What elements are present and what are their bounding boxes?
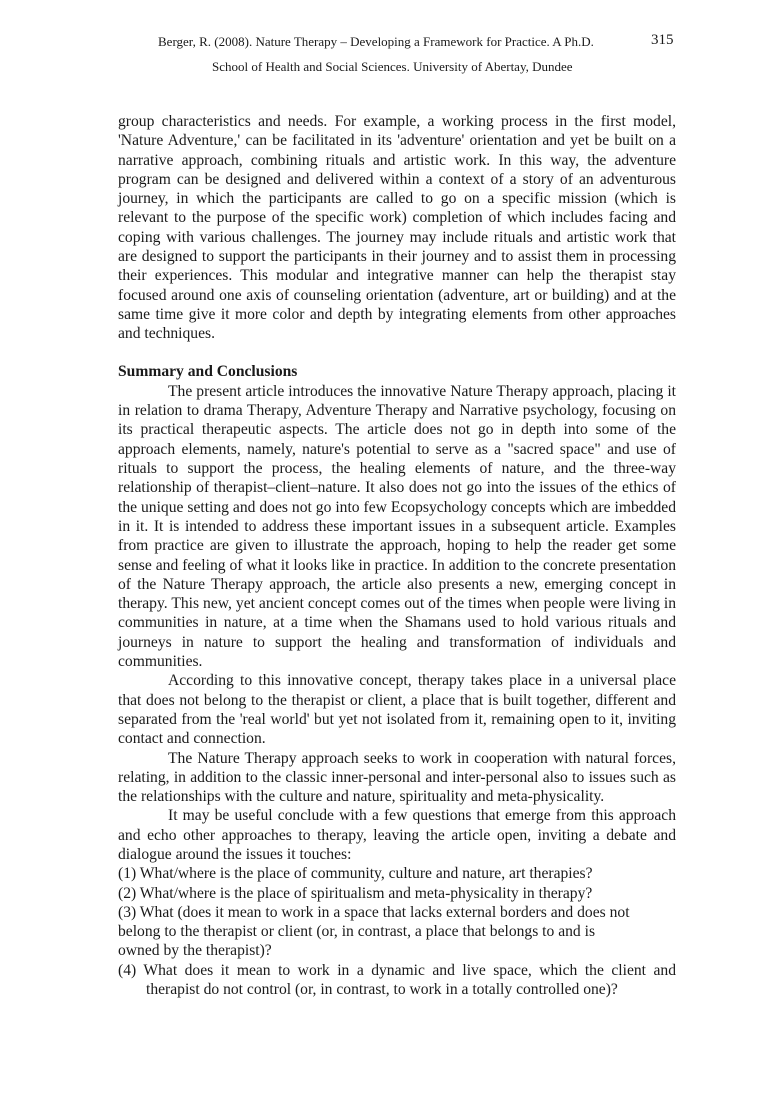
question-1: (1) What/where is the place of community, culture and nature, art therapies? [118, 865, 593, 883]
question-3-line-3: owned by the therapist)? [118, 942, 272, 960]
paragraph-summary-3: The Nature Therapy approach seeks to work in cooperation with natural forces, relating, in addition to the classic inner-personal and inter-personal also to issues such as the relationships with the culture and nature, spirituality and meta-physicality. [118, 749, 676, 806]
question-4: (4) What does it mean to work in a dynamic and live space, which the client and therapist do not control (or, in contrast, to work in a totally controlled one)? [118, 961, 676, 999]
paragraph-intro: group characteristics and needs. For example, a working process in the first model, 'Nature Adventure,' can be facilitated in its 'adventure' orientation and yet be built on a narrative approach, combining rituals and artistic work. In this way, the adventure program can be designed and delivered within a context of a story of an adventurous journey, in which the participants are called to go on a specific mission (which is relevant to the purpose of the specific work) completion of which includes facing and coping with various challenges. The journey may include rituals and artistic work that are designed to support the participants in their journey and to assist them in processing their experiences. This modular and integrative manner can help the therapist stay focused around one axis of counseling orientation (adventure, art or building) and at the same time give it more color and depth by integrating elements from other approaches and techniques. [118, 113, 676, 343]
section-heading: Summary and Conclusions [118, 362, 298, 380]
body-text [118, 112, 676, 999]
header-institution: School of Health and Social Sciences. University of Abertay, Dundee [212, 59, 573, 74]
question-3-line-2: belong to the therapist or client (or, in contrast, a place that belongs to and is [118, 923, 596, 941]
paragraph-summary-1: The present article introduces the innovative Nature Therapy approach, placing it in relation to drama Therapy, Adventure Therapy and Narrative psychology, focusing on its practical therapeutic aspects. The article does not go in depth into some of the approach elements, namely, nature's potential to serve as a "sacred space" and use of rituals to support the process, the healing elements of nature, and the three-way relationship of therapist–client–nature. It also does not go into the issues of the ethics of the unique setting and does not go into few Ecopsychology concepts which are imbedded in it. It is intended to address these important issues in a subsequent article. Examples from practice are given to illustrate the approach, hoping to help the reader get some sense and feeling of what it looks like in practice. In addition to the concrete presentation of the Nature Therapy approach, the article also presents a new, emerging concept in therapy. This new, yet ancient concept comes out of the times when people were living in communities in nature, at a time when the Shamans used to hold various rituals and journeys in nature to support the healing and transformation of individuals and communities. [118, 382, 676, 671]
paragraph-summary-2: According to this innovative concept, therapy takes place in a universal place that does not belong to the therapist or client, a place that is built together, different and separated from the 'real world' but yet not isolated from it, remaining open to it, inviting contact and connection. [118, 672, 676, 748]
question-2: (2) What/where is the place of spiritualism and meta-physicality in therapy? [118, 884, 593, 902]
question-3-line-1: (3) What (does it mean to work in a space that lacks external borders and does not [118, 903, 630, 921]
paragraph-summary-4: It may be useful conclude with a few questions that emerge from this approach and echo other approaches to therapy, leaving the article open, inviting a debate and dialogue around the issues it touches: [118, 807, 676, 863]
page-number: 315 [651, 32, 674, 48]
header-citation: Berger, R. (2008). Nature Therapy – Developing a Framework for Practice. A Ph.D. [158, 34, 594, 49]
